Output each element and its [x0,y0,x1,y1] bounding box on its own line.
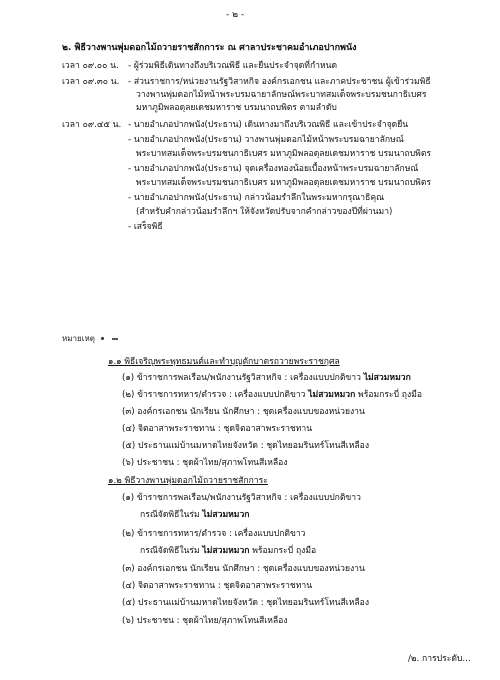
dress-item-detail: กรณีจัดพิธีในร่ม ไม่สวมหมวก พร้อมกระบี่ ถุงมือ [140,546,317,556]
continued-marker: /๒. การประดับ... [408,654,471,664]
dress-item: (๔) จิตอาสาพระราชทาน : ชุดจิตอาสาพระราชทาน [122,581,313,591]
dress-item: (๑) ข้าราชการพลเรือน/พนักงานรัฐวิสาหกิจ : เครื่องแบบปกติขาว [122,493,361,503]
schedule-line: (สำหรับคำกล่าวน้อมรำลึกฯ ให้จังหวัดปรับจากคำกล่าวของปีที่ผ่านมา) [136,207,393,217]
schedule-line: - นายอำเภอปากพนัง(ประธาน) กล่าวน้อมรำลึกในพระมหากรุณาธิคุณ [128,193,385,203]
schedule-line: - ส่วนราชการ/หน่วยงานรัฐวิสาหกิจ องค์กรเอกชน และภาคประชาชน ผู้เข้าร่วมพิธี [128,77,431,87]
dress-item: (๒) ข้าราชการทหาร/ตำรวจ : เครื่องแบบปกติขาว [122,529,306,539]
schedule-line: พระบาทสมเด็จพระบรมชนกาธิเบศร มหาภูมิพลอดุลยเดชมหาราช บรมนาถบพิตร [136,178,432,188]
schedule-line: พระบาทสมเด็จพระบรมชนกาธิเบศร มหาภูมิพลอดุลยเดชมหาราช บรมนาถบพิตร [136,149,432,159]
schedule-line: มหาภูมิพลอดุลยเดชมหาราช บรมนาถบพิตร ตามลำดับ [136,103,337,113]
schedule-line: - เสร็จพิธี [128,222,163,232]
schedule-line: - นายอำเภอปากพนัง(ประธาน) วางพานพุ่มดอกไม้หน้าพระบรมฉายาลักษณ์ [128,135,404,145]
time-0900: เวลา ๐๙.๐๐ น. [62,61,119,71]
schedule-line: - นายอำเภอปากพนัง(ประธาน) เดินทางมาถึงบริเวณพิธี และเข้าประจำจุดยืน [128,120,409,130]
dress-item: (๓) องค์กรเอกชน นักเรียน นักศึกษา : ชุดเครื่องแบบของหน่วยงาน [122,407,365,417]
dress-item: (๕) ประธานแม่บ้านมหาดไทยจังหวัด : ชุดไทยอมรินทร์โทนสีเหลือง [122,441,370,451]
page-number: - ๒ - [226,10,245,20]
smudge-mark [101,337,104,340]
time-0930: เวลา ๐๙.๓๐ น. [62,77,120,87]
dress-item-detail: กรณีจัดพิธีในร่ม ไม่สวมหมวก [140,510,250,520]
time-0945: เวลา ๐๙.๔๕ น. [62,120,122,130]
sec-1-2-title: ๑.๒ พิธีวางพานพุ่มดอกไม้ถวายราชสักการะ [108,476,268,486]
schedule-line: - ผู้ร่วมพิธีเดินทางถึงบริเวณพิธี และยืนประจำจุดที่กำหนด [128,61,338,71]
sec-1-1-title: ๑.๑ พิธีเจริญพระพุทธมนต์และทำบุญตักบาตรถวายพระราชกุศล [108,357,340,367]
dress-item: (๑) ข้าราชการพลเรือน/พนักงานรัฐวิสาหกิจ : เครื่องแบบปกติขาว ไม่สวมหมวก [122,373,411,383]
dress-item: (๓) องค์กรเอกชน นักเรียน นักศึกษา : ชุดเครื่องแบบของหน่วยงาน [122,564,365,574]
smudge-mark [112,338,118,340]
dress-item: (๕) ประธานแม่บ้านมหาดไทยจังหวัด : ชุดไทยอมรินทร์โทนสีเหลือง [122,598,370,608]
section-2-title: ๒. พิธีวางพานพุ่มดอกไม้ถวายราชสักการะ ณ ศาลาประชาคมอำเภอปากพนัง [62,43,357,53]
dress-item: (๖) ประชาชน : ชุดผ้าไทย/สุภาพโทนสีเหลือง [122,458,288,468]
note-label-text: หมายเหตุ [62,334,95,343]
dress-item: (๔) จิตอาสาพระราชทาน : ชุดจิตอาสาพระราชทาน [122,424,313,434]
note-label [62,332,118,345]
schedule-line: วางพานพุ่มดอกไม้หน้าพระบรมฉายาลักษณ์พระบาทสมเด็จพระบรมชนกาธิเบศร [136,90,427,100]
dress-item: (๒) ข้าราชการทหาร/ตำรวจ : เครื่องแบบปกติขาว ไม่สวมหมวก พร้อมกระบี่ ถุงมือ [122,390,423,400]
dress-item: (๖) ประชาชน : ชุดผ้าไทย/สุภาพโทนสีเหลือง [122,616,288,626]
schedule-line: - นายอำเภอปากพนัง(ประธาน) จุดเครื่องทองน้อยเบื้องหน้าพระบรมฉายาลักษณ์ [128,164,419,174]
